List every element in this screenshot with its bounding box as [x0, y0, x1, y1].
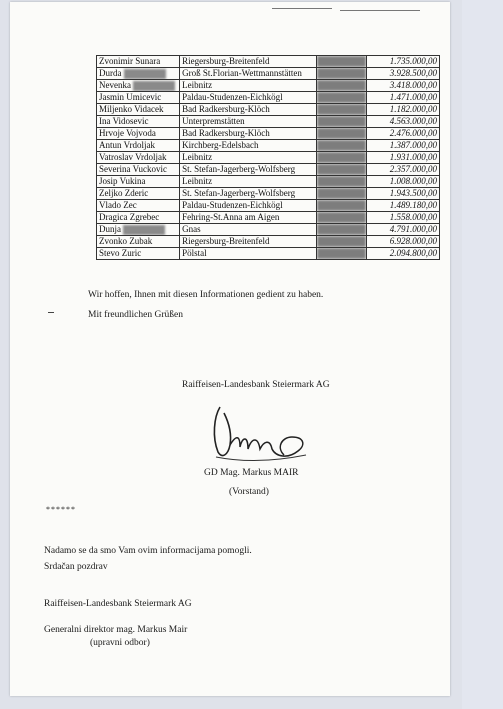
closing-line-hr: Nadamo se da smo Vam ovim informacijama pomogli.	[44, 546, 252, 556]
redaction-block	[317, 68, 366, 79]
redacted-cell	[316, 248, 366, 260]
payments-table	[96, 55, 440, 260]
redacted-cell	[316, 92, 366, 104]
municipality: Unterpremstätten	[180, 116, 317, 128]
municipality: Fehring-St.Anna am Aigen	[180, 212, 317, 224]
recipient-name-text: Zeljko Zderic	[99, 188, 149, 199]
redacted-cell	[316, 116, 366, 128]
amount: 1.489.180,00	[367, 200, 440, 212]
redacted-cell	[316, 188, 366, 200]
amount: 1.008.000,00	[367, 176, 440, 188]
recipient-name-text: Dunja	[99, 224, 121, 235]
redacted-cell	[316, 128, 366, 140]
redaction-mark	[123, 225, 165, 235]
table-row	[97, 236, 440, 248]
municipality: Riegersburg-Breitenfeld	[180, 236, 317, 248]
redacted-cell	[316, 224, 366, 236]
recipient-name	[97, 224, 180, 236]
separator: ******	[46, 505, 76, 514]
table-row	[97, 68, 440, 80]
recipient-name-text: Josip Vukina	[99, 176, 146, 187]
recipient-name	[97, 188, 180, 200]
redaction-block	[317, 224, 366, 235]
redacted-cell	[316, 140, 366, 152]
redaction-mark	[133, 81, 175, 91]
viewer-background	[462, 0, 503, 709]
recipient-name	[97, 248, 180, 260]
redacted-cell	[316, 80, 366, 92]
recipient-name-text: Ina Vidosevic	[99, 116, 149, 127]
redaction-block	[317, 116, 366, 127]
amount: 4.791.000,00	[367, 224, 440, 236]
amount: 2.476.000,00	[367, 128, 440, 140]
amount: 1.558.000,00	[367, 212, 440, 224]
municipality: Leibnitz	[180, 80, 317, 92]
municipality: Leibnitz	[180, 152, 317, 164]
municipality: St. Stefan-Jagerberg-Wolfsberg	[180, 164, 317, 176]
municipality: Paldau-Studenzen-Eichkögl	[180, 92, 317, 104]
scan-artifact-line	[272, 8, 332, 9]
signature-image	[206, 397, 316, 467]
amount: 3.928.500,00	[367, 68, 440, 80]
recipient-name	[97, 140, 180, 152]
scan-artifact-line	[340, 10, 420, 11]
redaction-block	[317, 236, 366, 247]
margin-dash	[48, 312, 54, 313]
redaction-block	[317, 212, 366, 223]
redacted-cell	[316, 56, 366, 68]
amount: 2.094.800,00	[367, 248, 440, 260]
amount: 4.563.000,00	[367, 116, 440, 128]
closing-line-de: Wir hoffen, Ihnen mit diesen Informationen gedient zu haben.	[88, 290, 324, 300]
redaction-block	[317, 92, 366, 103]
redacted-cell	[316, 236, 366, 248]
recipient-name-text: Vatroslav Vrdoljak	[99, 152, 167, 163]
recipient-name	[97, 56, 180, 68]
recipient-name-text: Vlado Zec	[99, 200, 137, 211]
recipient-name	[97, 176, 180, 188]
recipient-name-text: Stevo Zuric	[99, 248, 142, 259]
recipient-name-text: Zvonimir Sunara	[99, 56, 161, 67]
table-row	[97, 140, 440, 152]
amount: 1.471.000,00	[367, 92, 440, 104]
bank-name-de: Raiffeisen-Landesbank Steiermark AG	[182, 380, 330, 390]
redaction-block	[317, 200, 366, 211]
amount: 1.735.000,00	[367, 56, 440, 68]
amount: 1.943.500,00	[367, 188, 440, 200]
table-row	[97, 224, 440, 236]
redaction-block	[317, 56, 366, 67]
table-row	[97, 152, 440, 164]
greeting-de: Mit freundlichen Grüßen	[88, 310, 183, 320]
recipient-name-text: Antun Vrdoljak	[99, 140, 156, 151]
recipient-name	[97, 164, 180, 176]
redacted-cell	[316, 200, 366, 212]
table-row	[97, 200, 440, 212]
table-row	[97, 212, 440, 224]
redacted-cell	[316, 152, 366, 164]
redacted-cell	[316, 212, 366, 224]
document-page	[10, 2, 450, 696]
redaction-block	[317, 140, 366, 151]
recipient-name-text: Nevenka	[99, 80, 131, 91]
redaction-block	[317, 248, 366, 259]
table-row	[97, 80, 440, 92]
redacted-cell	[316, 164, 366, 176]
table-row	[97, 164, 440, 176]
municipality: St. Stefan-Jagerberg-Wolfsberg	[180, 188, 317, 200]
redaction-block	[317, 164, 366, 175]
recipient-name	[97, 104, 180, 116]
redacted-cell	[316, 68, 366, 80]
municipality: Riegersburg-Breitenfeld	[180, 56, 317, 68]
table-row	[97, 116, 440, 128]
municipality: Bad Radkersburg-Klöch	[180, 104, 317, 116]
role-de: (Vorstand)	[229, 487, 269, 497]
table-row	[97, 92, 440, 104]
amount: 3.418.000,00	[367, 80, 440, 92]
greeting-hr: Srdačan pozdrav	[44, 562, 108, 572]
recipient-name	[97, 92, 180, 104]
recipient-name	[97, 212, 180, 224]
recipient-name-text: Miljenko Vidacek	[99, 104, 164, 115]
table-row	[97, 188, 440, 200]
municipality: Kirchberg-Edelsbach	[180, 140, 317, 152]
recipient-name-text: Dragica Zgrebec	[99, 212, 160, 223]
redaction-block	[317, 104, 366, 115]
table-row	[97, 176, 440, 188]
municipality: Leibnitz	[180, 176, 317, 188]
redaction-block	[317, 176, 366, 187]
redaction-block	[317, 188, 366, 199]
table-row	[97, 128, 440, 140]
municipality: Gnas	[180, 224, 317, 236]
municipality: Pölstal	[180, 248, 317, 260]
amount: 1.387.000,00	[367, 140, 440, 152]
recipient-name-text: Durda	[99, 68, 122, 79]
recipient-name	[97, 128, 180, 140]
table-row	[97, 104, 440, 116]
recipient-name	[97, 68, 180, 80]
amount: 1.931.000,00	[367, 152, 440, 164]
table-row	[97, 248, 440, 260]
recipient-name-text: Zvonko Zubak	[99, 236, 153, 247]
redacted-cell	[316, 104, 366, 116]
municipality: Paldau-Studenzen-Eichkögl	[180, 200, 317, 212]
recipient-name-text: Severina Vuckovic	[99, 164, 168, 175]
role-hr: (upravni odbor)	[90, 638, 150, 648]
recipient-name	[97, 236, 180, 248]
recipient-name	[97, 116, 180, 128]
redaction-block	[317, 128, 366, 139]
recipient-name-text: Jasmin Umicevic	[99, 92, 162, 103]
municipality: Bad Radkersburg-Klöch	[180, 128, 317, 140]
redaction-block	[317, 152, 366, 163]
amount: 1.182.000,00	[367, 104, 440, 116]
signatory-hr: Generalni direktor mag. Markus Mair	[44, 625, 188, 635]
amount: 2.357.000,00	[367, 164, 440, 176]
recipient-name-text: Hrvoje Vojvoda	[99, 128, 156, 139]
redacted-cell	[316, 176, 366, 188]
table-row	[97, 56, 440, 68]
redaction-block	[317, 80, 366, 91]
bank-name-hr: Raiffeisen-Landesbank Steiermark AG	[44, 599, 192, 609]
municipality: Groß St.Florian-Wettmannstätten	[180, 68, 317, 80]
recipient-name	[97, 152, 180, 164]
recipient-name	[97, 80, 180, 92]
amount: 6.928.000,00	[367, 236, 440, 248]
redaction-mark	[124, 69, 166, 79]
signatory-de: GD Mag. Markus MAIR	[204, 468, 299, 478]
recipient-name	[97, 200, 180, 212]
